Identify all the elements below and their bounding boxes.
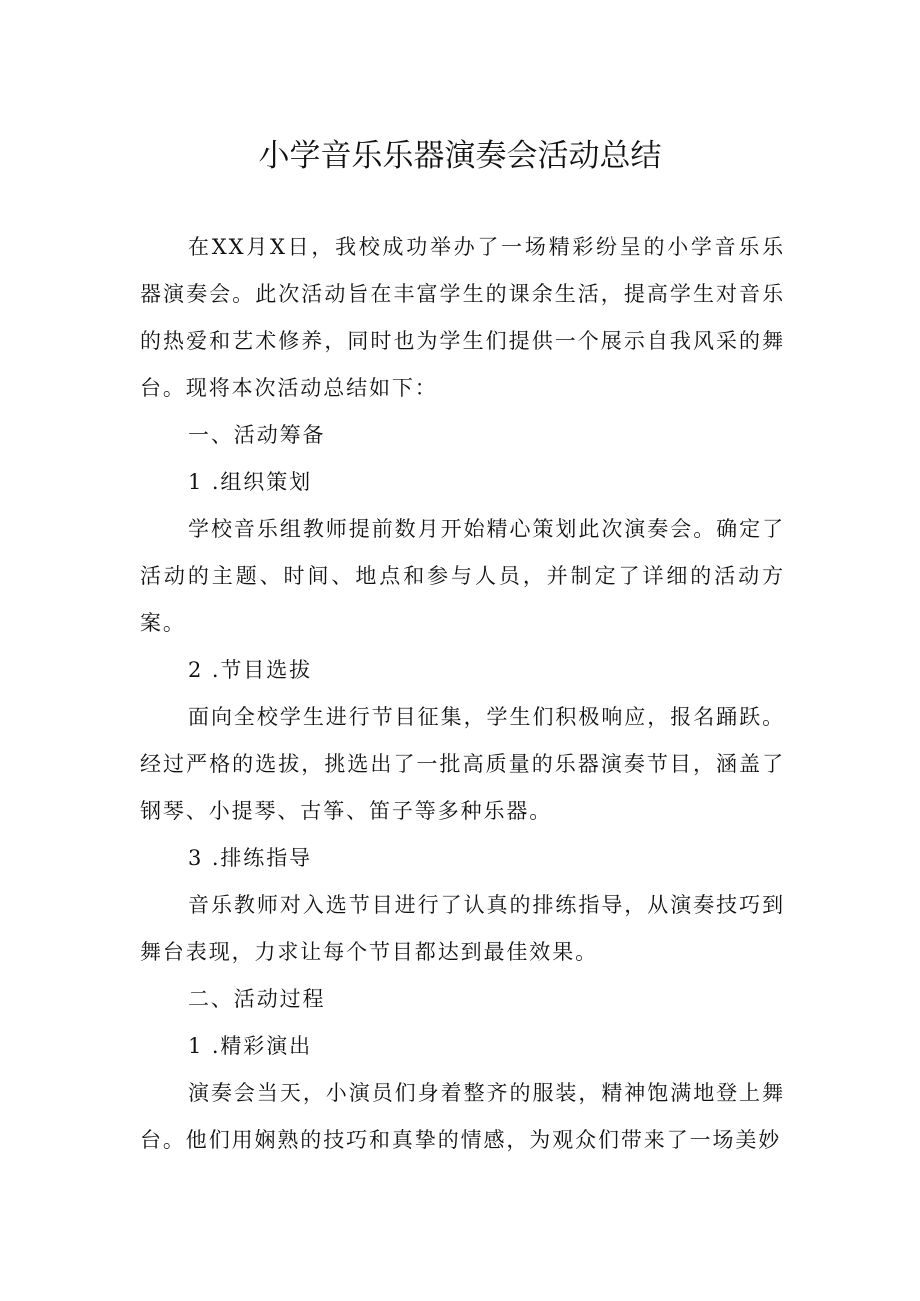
subheading-rehearsal: 3 .排练指导 (188, 846, 313, 870)
paragraph-planning: 学校音乐组教师提前数月开始精心策划此次演奏会。确定了活动的主题、时间、地点和参与人员，并制定了详细的活动方案。 (140, 517, 785, 635)
section-heading-preparation: 一、活动筹备 (188, 423, 326, 447)
paragraph-performance: 演奏会当天，小演员们身着整齐的服装，精神饱满地登上舞台。他们用娴熟的技巧和真挚的情感，为观众们带来了一场美妙 (140, 1081, 785, 1152)
document-title: 小学音乐乐器演奏会活动总结 (258, 138, 662, 174)
paragraph-selection: 面向全校学生进行节目征集，学生们积极响应，报名踊跃。经过严格的选拔，挑选出了一批高质量的乐器演奏节目，涵盖了钢琴、小提琴、古筝、笛子等多种乐器。 (140, 705, 785, 823)
paragraph-rehearsal: 音乐教师对入选节目进行了认真的排练指导，从演奏技巧到舞台表现，力求让每个节目都达到最佳效果。 (140, 893, 785, 964)
document-body (140, 224, 785, 1164)
intro-paragraph: 在XX月X日，我校成功举办了一场精彩纷呈的小学音乐乐器演奏会。此次活动旨在丰富学生的课余生活，提高学生对音乐的热爱和艺术修养，同时也为学生们提供一个展示自我风采的舞台。现将本次活动总结如下： (140, 235, 785, 400)
subheading-planning: 1 .组织策划 (188, 470, 313, 494)
subheading-performance: 1 .精彩演出 (188, 1034, 313, 1058)
subheading-selection: 2 .节目选拔 (188, 658, 313, 682)
section-heading-process: 二、活动过程 (188, 987, 326, 1011)
